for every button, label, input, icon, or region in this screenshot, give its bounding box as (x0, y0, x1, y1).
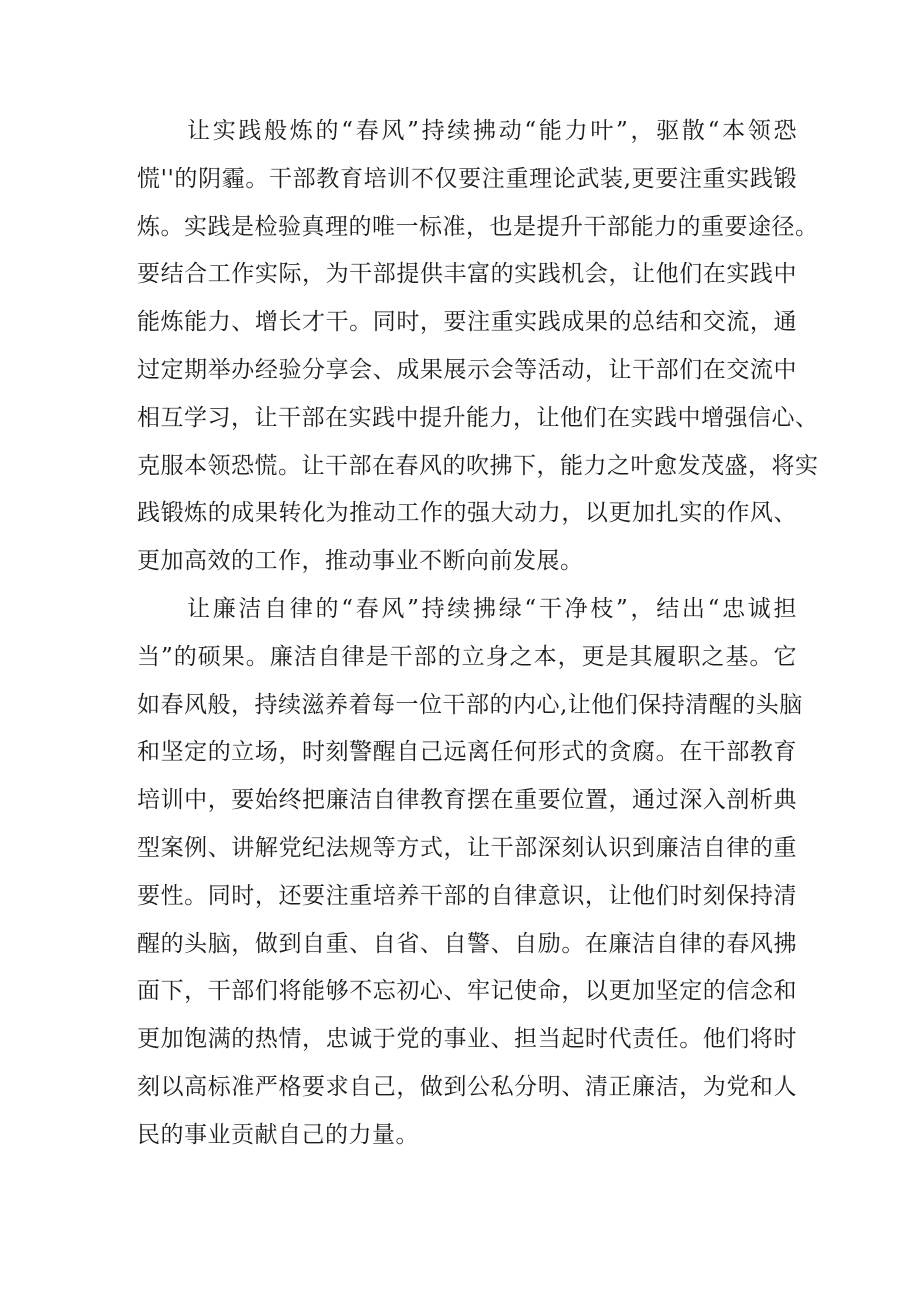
paragraph-line: 要性。同时，还要注重培养干部的自律意识，让他们时刻保持清 (137, 882, 797, 909)
paragraph-practice (137, 108, 819, 586)
paragraph-line: 要结合工作实际，为干部提供丰富的实践机会，让他们在实践中 (137, 261, 797, 288)
paragraph-line: 克服本领恐慌。让干部在春风的吹拂下，能力之叶愈发茂盛，将实 (137, 452, 819, 479)
paragraph-line: 相互学习，让干部在实践中提升能力，让他们在实践中增强信心、 (137, 404, 819, 431)
paragraph-line: 型案例、讲解党纪法规等方式，让干部深刻认识到廉洁自律的重 (137, 834, 797, 861)
paragraph-line: 醒的头脑，做到自重、自省、自警、自励。在廉洁自律的春风拂 (137, 930, 797, 957)
paragraph-line: 慌''的阴霾。干部教育培训不仅要注重理论武装,更要注重实践锻 (137, 165, 797, 192)
paragraph-line: 和坚定的立场，时刻警醒自己远离任何形式的贪腐。在干部教育 (137, 739, 797, 766)
paragraph-line: 刻以高标准严格要求自己，做到公私分明、清正廉洁，为党和人 (137, 1073, 797, 1100)
paragraph-line: 让实践般炼的“春风”持续拂动“能力叶”，驱散“本领恐 (187, 118, 797, 144)
paragraph-line: 如春风般，持续滋养着每一位干部的内心,让他们保持清醒的头脑 (137, 691, 803, 718)
paragraph-line: 更加高效的工作，推动事业不断向前发展。 (137, 548, 584, 575)
paragraph-line: 能炼能力、增长才干。同时，要注重实践成果的总结和交流，通 (137, 309, 797, 336)
paragraph-line: 炼。实践是检验真理的唯一标准，也是提升干部能力的重要途径。 (137, 213, 819, 240)
paragraph-line: 当”的硕果。廉洁自律是干部的立身之本，更是其履职之基。它 (137, 643, 797, 670)
paragraph-integrity (137, 586, 803, 1160)
paragraph-line: 面下，干部们将能够不忘初心、牢记使命，以更加坚定的信念和 (137, 978, 797, 1005)
paragraph-line: 让廉洁自律的“春风”持续拂绿“干净枝”，结出“忠诚担 (187, 595, 797, 622)
paragraph-line: 培训中，要始终把廉洁自律教育摆在重要位置，通过深入剖析典 (137, 787, 797, 814)
paragraph-line: 更加饱满的热情，忠诚于党的事业、担当起时代责任。他们将时 (137, 1026, 797, 1053)
document-body (137, 108, 819, 1160)
paragraph-line: 践锻炼的成果转化为推动工作的强大动力，以更加扎实的作风、 (137, 500, 797, 527)
paragraph-line: 民的事业贡献自己的力量。 (137, 1121, 419, 1148)
paragraph-line: 过定期举办经验分享会、成果展示会等活动，让干部们在交流中 (137, 356, 797, 383)
